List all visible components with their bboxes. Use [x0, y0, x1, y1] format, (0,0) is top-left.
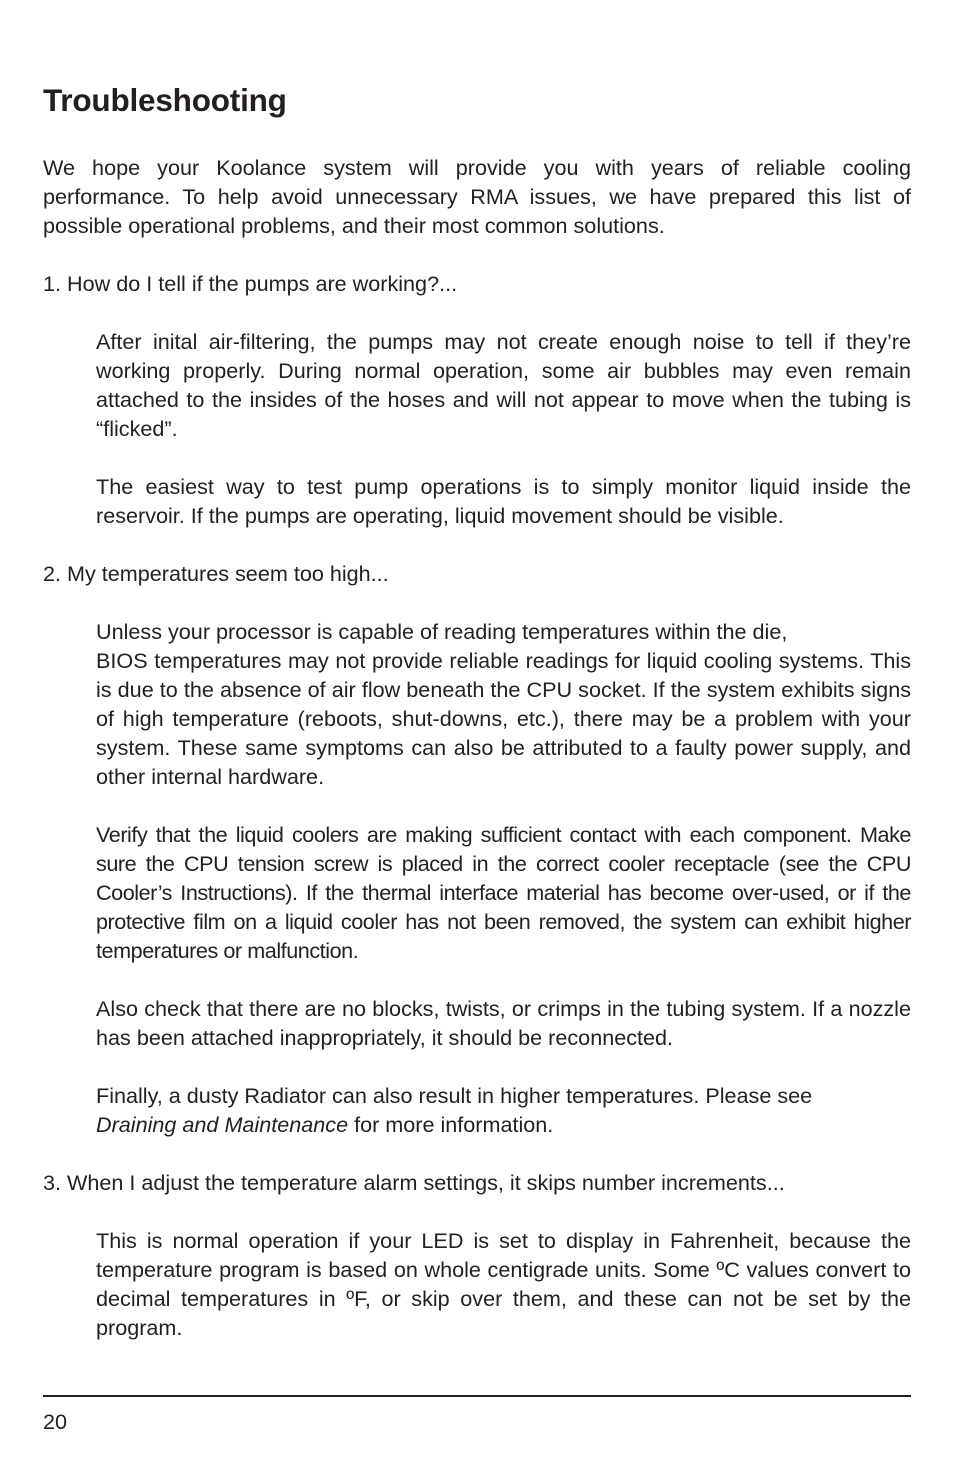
answer-2-line-2: BIOS temperatures may not provide reliable readings for liquid cooling systems. This is due to the absence of air flow beneath the CPU socket. If the system exhibits signs of high temperature (reboots, shut-downs, etc.), there may be a problem with your system. These same symptoms can also be attributed to a faulty power supply, and other internal hardware. [96, 648, 911, 789]
answer-2-paragraph-4 [96, 1081, 911, 1139]
page-content [43, 78, 911, 1342]
question-3: 3. When I adjust the temperature alarm settings, it skips number increments... [43, 1170, 785, 1195]
footer-rule [43, 1395, 911, 1397]
answer-1-paragraph-1: After inital air-filtering, the pumps may not create enough noise to tell if they’re working properly. During normal operation, some air bubbles may even remain attached to the insides of the hoses and will not appear to move when the tubing is “flicked”. [96, 329, 911, 441]
intro-paragraph: We hope your Koolance system will provide you with years of reliable cooling performance. To help avoid unnecessary RMA issues, we have prepared this list of possible operational problems, and their most common solutions. [43, 155, 911, 238]
question-2: 2. My temperatures seem too high... [43, 561, 389, 586]
answer-2-paragraph-4-text: Finally, a dusty Radiator can also result in higher temperatures. Please see [96, 1083, 813, 1108]
answer-3-paragraph-1: This is normal operation if your LED is set to display in Fahrenheit, because the temperature program is based on whole centigrade units. Some ºC values convert to decimal temperatures in ºF, or skip over them, and these can not be set by the program. [96, 1228, 911, 1340]
question-1: 1. How do I tell if the pumps are working?... [43, 271, 458, 296]
answer-2-paragraph-1 [96, 617, 911, 791]
page-number: 20 [43, 1409, 68, 1434]
page-title: Troubleshooting [43, 82, 287, 118]
answer-2-paragraph-4-suffix: for more information. [348, 1112, 554, 1137]
answer-2-line-1: Unless your processor is capable of reading temperatures within the die, [96, 619, 788, 644]
answer-2-paragraph-2: Verify that the liquid coolers are making sufficient contact with each component. Make sure the CPU tension screw is placed in the correct cooler receptacle (see the CPU Cooler’s Instructions). If the thermal interface material has become over-used, or if the protective film on a liquid cooler has not been removed, the system can exhibit higher temperatures or malfunction. [96, 822, 911, 963]
answer-1-paragraph-2: The easiest way to test pump operations is to simply monitor liquid inside the reservoir. If the pumps are operating, liquid movement should be visible. [96, 474, 911, 528]
draining-maintenance-reference: Draining and Maintenance [96, 1112, 349, 1137]
answer-2-paragraph-3: Also check that there are no blocks, twists, or crimps in the tubing system. If a nozzle has been attached inappropriately, it should be reconnected. [96, 996, 911, 1050]
